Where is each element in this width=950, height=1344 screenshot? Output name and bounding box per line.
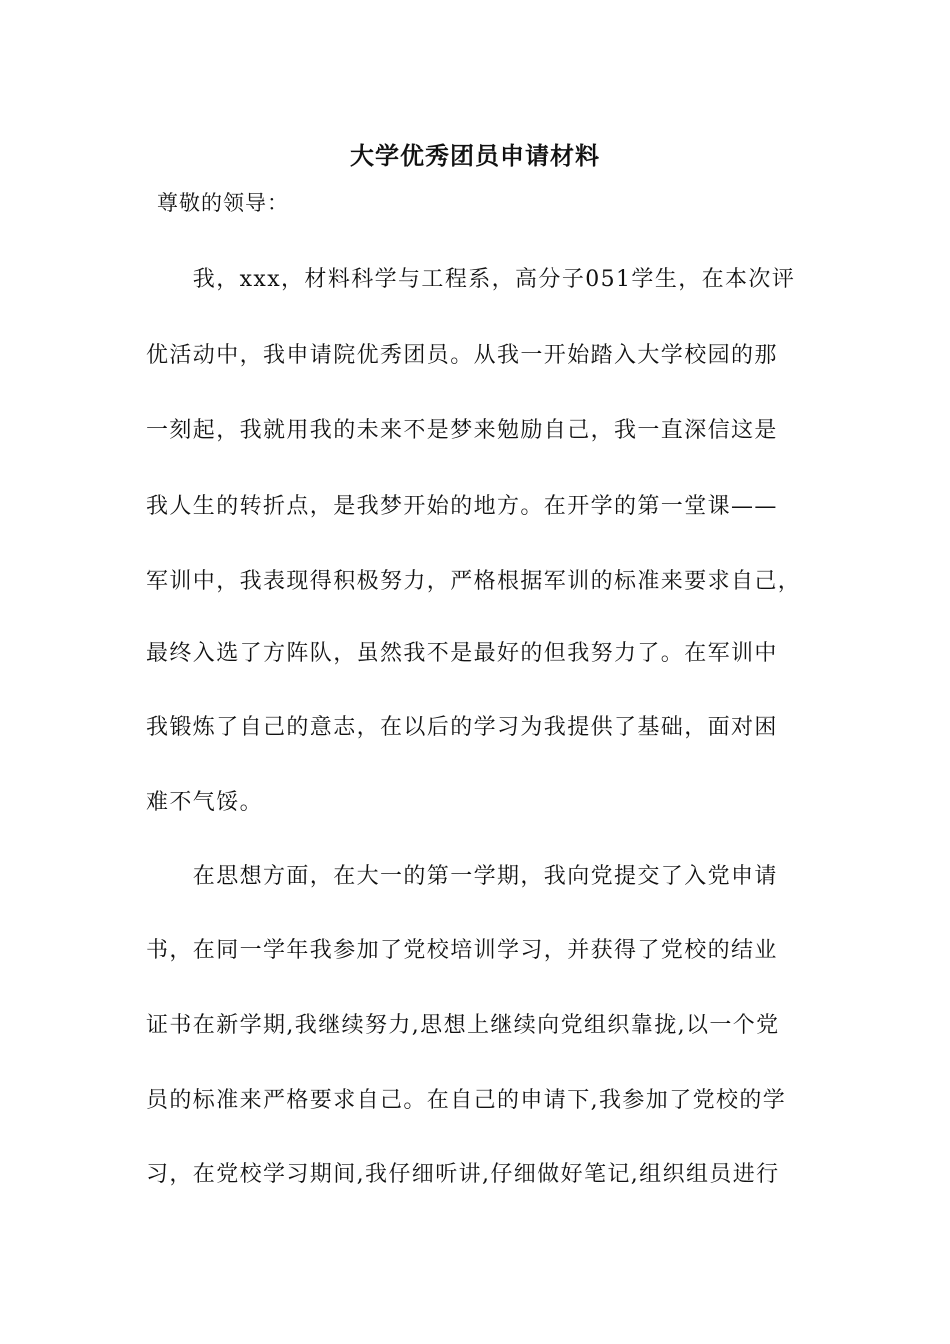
document-title: 大学优秀团员申请材料	[350, 142, 600, 170]
salutation: 尊敬的领导：	[157, 191, 289, 215]
body-line: 优活动中，我申请院优秀团员。从我一开始踏入大学校园的那	[146, 343, 778, 368]
body-line: 军训中，我表现得积极努力，严格根据军训的标准来要求自己，	[146, 569, 802, 594]
body-line: 员的标准来严格要求自己。在自己的申请下,我参加了党校的学	[146, 1088, 787, 1113]
body-line: 我锻炼了自己的意志，在以后的学习为我提供了基础，面对困	[146, 715, 778, 740]
body-line: 我，xxx，材料科学与工程系，高分子051学生，在本次评	[146, 267, 796, 292]
body-line: 一刻起，我就用我的未来不是梦来勉励自己，我一直深信这是	[146, 418, 778, 443]
body-line: 习，在党校学习期间,我仔细听讲,仔细做好笔记,组织组员进行	[146, 1162, 780, 1187]
body-line: 在思想方面，在大一的第一学期，我向党提交了入党申请	[146, 864, 778, 889]
body-line: 证书在新学期,我继续努力,思想上继续向党组织靠拢,以一个党	[146, 1013, 780, 1038]
body-line: 书，在同一学年我参加了党校培训学习，并获得了党校的结业	[146, 938, 778, 963]
body-line: 最终入选了方阵队，虽然我不是最好的但我努力了。在军训中	[146, 641, 778, 666]
body-line: 难不气馁。	[146, 790, 264, 815]
body-line: 我人生的转折点，是我梦开始的地方。在开学的第一堂课——	[146, 494, 778, 519]
